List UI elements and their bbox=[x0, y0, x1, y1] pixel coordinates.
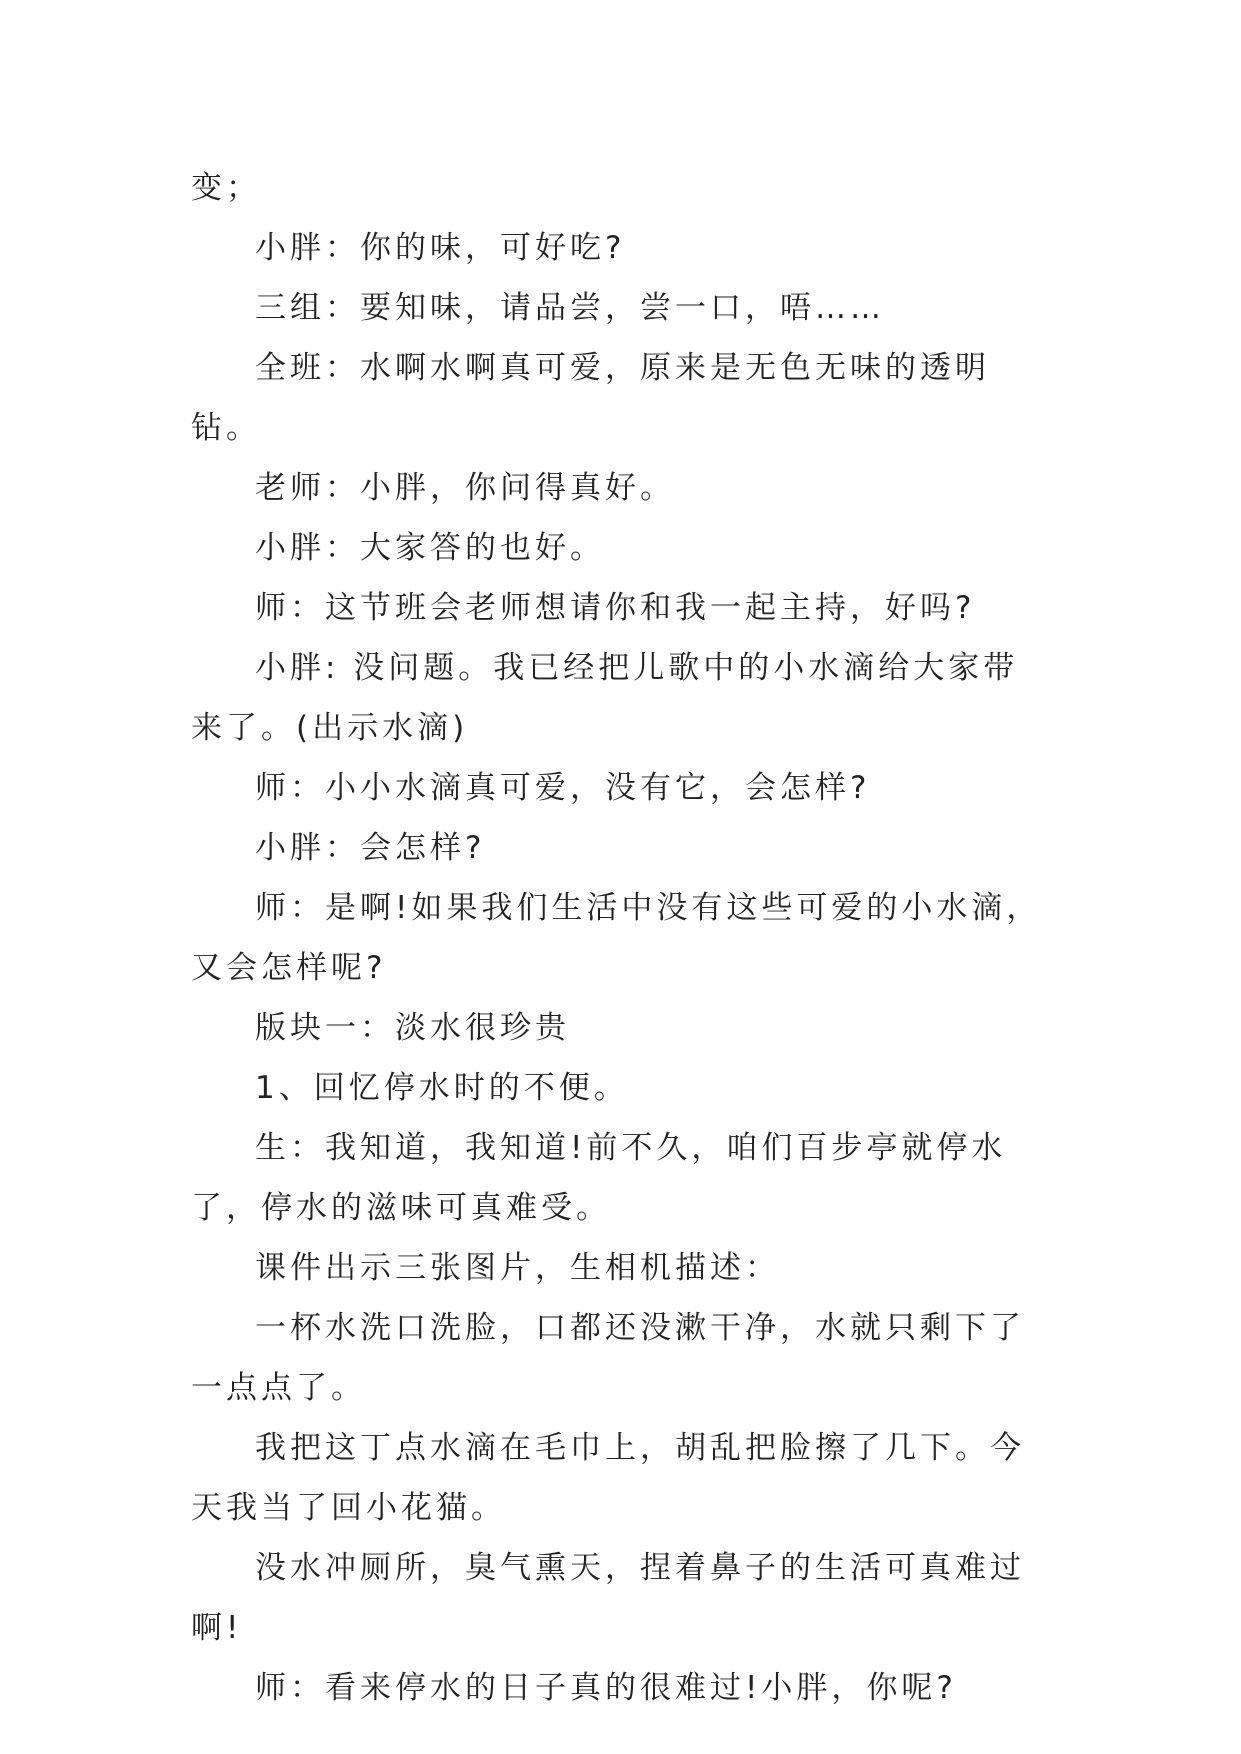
paragraph-continuation: 变； bbox=[191, 170, 261, 206]
paragraph: 没水冲厕所，臭气熏天，捏着鼻子的生活可真难过啊! bbox=[191, 1550, 1025, 1646]
paragraph: 小胖: 没问题。我已经把儿歌中的小水滴给大家带来了。(出示水滴) bbox=[191, 650, 1019, 746]
paragraph: 小胖：你的味，可好吃? bbox=[255, 230, 626, 266]
paragraph: 小胖：大家答的也好。 bbox=[255, 530, 605, 566]
paragraph: 生：我知道，我知道!前不久，咱们百步亭就停水了，停水的滋味可真难受。 bbox=[191, 1130, 1007, 1226]
paragraph: 师：这节班会老师想请你和我一起主持，好吗? bbox=[255, 590, 976, 626]
section-heading: 版块一：淡水很珍贵 bbox=[255, 1010, 570, 1046]
paragraph: 三组：要知味，请品尝，尝一口，唔…… bbox=[255, 290, 885, 326]
paragraph: 课件出示三张图片，生相机描述： bbox=[255, 1250, 780, 1286]
paragraph: 老师：小胖，你问得真好。 bbox=[255, 470, 675, 506]
paragraph: 师：是啊!如果我们生活中没有这些可爱的小水滴，又会怎样呢? bbox=[191, 890, 1042, 986]
paragraph: 师：看来停水的日子真的很难过!小胖，你呢? bbox=[255, 1670, 957, 1706]
paragraph: 我把这丁点水滴在毛巾上，胡乱把脸擦了几下。今天我当了回小花猫。 bbox=[191, 1430, 1025, 1526]
paragraph: 小胖：会怎样? bbox=[255, 830, 486, 866]
document-body bbox=[191, 158, 1051, 1718]
numbered-item: 1、回忆停水时的不便。 bbox=[255, 1070, 629, 1106]
paragraph: 一杯水洗口洗脸，口都还没漱干净，水就只剩下了一点点了。 bbox=[191, 1310, 1025, 1406]
paragraph: 全班：水啊水啊真可爱，原来是无色无味的透明钻。 bbox=[191, 350, 990, 446]
paragraph: 师：小小水滴真可爱，没有它，会怎样? bbox=[255, 770, 871, 806]
